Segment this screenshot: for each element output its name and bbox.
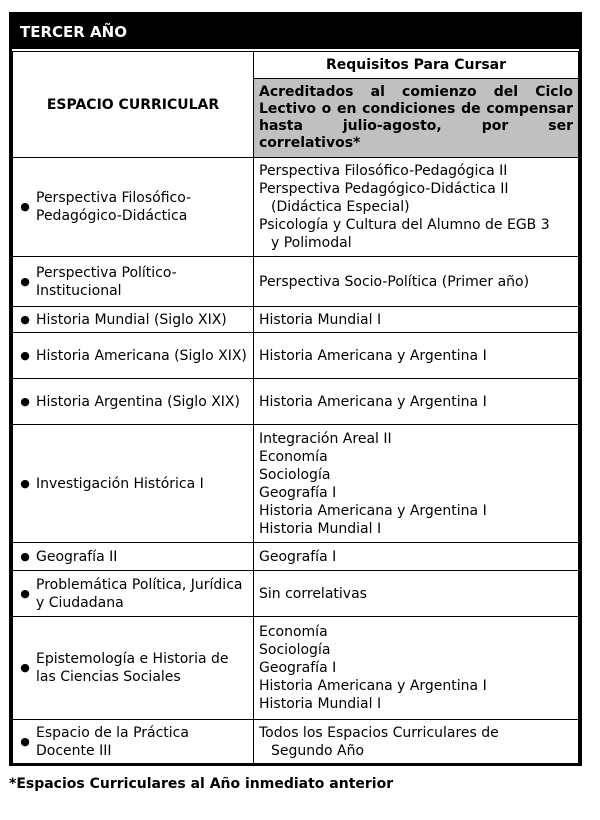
requisito-item: Sin correlativas	[259, 585, 367, 602]
espacio-curricular-cell	[13, 333, 254, 379]
table-row	[13, 543, 579, 571]
table-row	[13, 307, 579, 333]
bullet-icon: ●	[20, 312, 30, 326]
requirements-table-frame	[9, 12, 582, 766]
espacio-curricular-name: Historia Americana (Siglo XIX)	[36, 347, 247, 364]
espacio-curricular-name: Geografía II	[36, 548, 118, 565]
requisitos-cell	[254, 307, 579, 333]
espacio-curricular-name: Investigación Histórica I	[36, 475, 204, 492]
table-row	[13, 571, 579, 617]
requisitos-cell	[254, 257, 579, 307]
header-requirements-note: Acreditados al comienzo del Ciclo Lectivo o en condiciones de compensar hasta julio-agosto, por ser correlativos*	[254, 79, 579, 158]
espacio-curricular-name: Historia Argentina (Siglo XIX)	[36, 393, 240, 410]
requisitos-cell	[254, 333, 579, 379]
requisitos-cell	[254, 425, 579, 543]
espacio-curricular-cell	[13, 543, 254, 571]
requisito-item: Perspectiva Socio-Política (Primer año)	[259, 273, 530, 290]
requisito-item: Psicología y Cultura del Alumno de EGB 3	[259, 217, 550, 233]
requisito-item: Economía	[259, 624, 328, 640]
espacio-curricular-cell	[13, 571, 254, 617]
requisito-item: Historia Mundial I	[259, 311, 382, 328]
espacio-curricular-cell	[13, 617, 254, 720]
espacio-curricular-name: Espacio de la Práctica Docente III	[36, 724, 189, 759]
requisito-item: Segundo Año	[271, 742, 365, 759]
requisito-item: Geografía I	[259, 484, 337, 501]
bullet-icon: ●	[20, 549, 30, 563]
bullet-icon: ●	[20, 476, 30, 490]
table-row	[13, 257, 579, 307]
bullet-icon: ●	[20, 734, 30, 748]
requisitos-cell	[254, 617, 579, 720]
espacio-curricular-name: Historia Mundial (Siglo XIX)	[36, 311, 227, 328]
header-requisitos: Requisitos Para Cursar	[254, 52, 579, 79]
requisito-item: Historia Americana y Argentina I	[259, 347, 487, 364]
requisito-item: Historia Americana y Argentina I	[259, 393, 487, 410]
espacio-curricular-cell	[13, 425, 254, 543]
requisitos-cell	[254, 379, 579, 425]
header-espacio-curricular: ESPACIO CURRICULAR	[13, 52, 254, 158]
curriculum-document	[9, 12, 582, 792]
bullet-icon: ●	[20, 274, 30, 288]
espacio-curricular-name: Perspectiva Político-Institucional	[36, 264, 177, 299]
table-row	[13, 158, 579, 257]
requisito-item: Economía	[259, 448, 328, 465]
requisitos-cell	[254, 543, 579, 571]
bullet-icon: ●	[20, 394, 30, 408]
requisito-item: (Didáctica Especial)	[271, 199, 410, 215]
espacio-curricular-name: Epistemología e Historia de las Ciencias Sociales	[36, 651, 229, 685]
requisito-item: Geografía I	[259, 660, 337, 676]
bullet-icon: ●	[20, 586, 30, 600]
requisito-item: Historia Mundial I	[259, 520, 382, 537]
section-title: TERCER AÑO	[12, 15, 579, 51]
bullet-icon: ●	[20, 348, 30, 362]
requisito-item: Sociología	[259, 642, 331, 658]
requisito-item: Perspectiva Pedagógico-Didáctica II	[259, 181, 509, 197]
requisito-item: Historia Mundial I	[259, 696, 382, 712]
footnote: *Espacios Curriculares al Año inmediato anterior	[9, 776, 394, 792]
requisitos-cell	[254, 158, 579, 257]
espacio-curricular-cell	[13, 379, 254, 425]
requisitos-cell	[254, 720, 579, 764]
table-row	[13, 720, 579, 764]
espacio-curricular-cell	[13, 257, 254, 307]
table-row	[13, 333, 579, 379]
requisito-item: Geografía I	[259, 548, 337, 565]
requisito-item: Historia Americana y Argentina I	[259, 678, 487, 694]
bullet-icon: ●	[20, 200, 30, 213]
table-row	[13, 425, 579, 543]
table-body	[13, 158, 579, 764]
espacio-curricular-cell	[13, 720, 254, 764]
bullet-icon: ●	[20, 661, 30, 674]
requisito-item: Historia Americana y Argentina I	[259, 502, 487, 519]
espacio-curricular-cell	[13, 158, 254, 257]
espacio-curricular-name: Perspectiva Filosófico-Pedagógico-Didáctica	[36, 190, 192, 224]
requisito-item: Sociología	[259, 466, 331, 483]
espacio-curricular-name: Problemática Política, Jurídica y Ciudadana	[36, 576, 243, 611]
table-row	[13, 379, 579, 425]
espacio-curricular-cell	[13, 307, 254, 333]
table-row	[13, 617, 579, 720]
requisito-item: Integración Areal II	[259, 430, 392, 447]
requisito-item: y Polimodal	[271, 235, 352, 251]
requisito-item: Perspectiva Filosófico-Pedagógica II	[259, 163, 508, 179]
requisito-item: Todos los Espacios Curriculares de	[259, 724, 499, 741]
requirements-table	[12, 51, 579, 764]
requisitos-cell	[254, 571, 579, 617]
